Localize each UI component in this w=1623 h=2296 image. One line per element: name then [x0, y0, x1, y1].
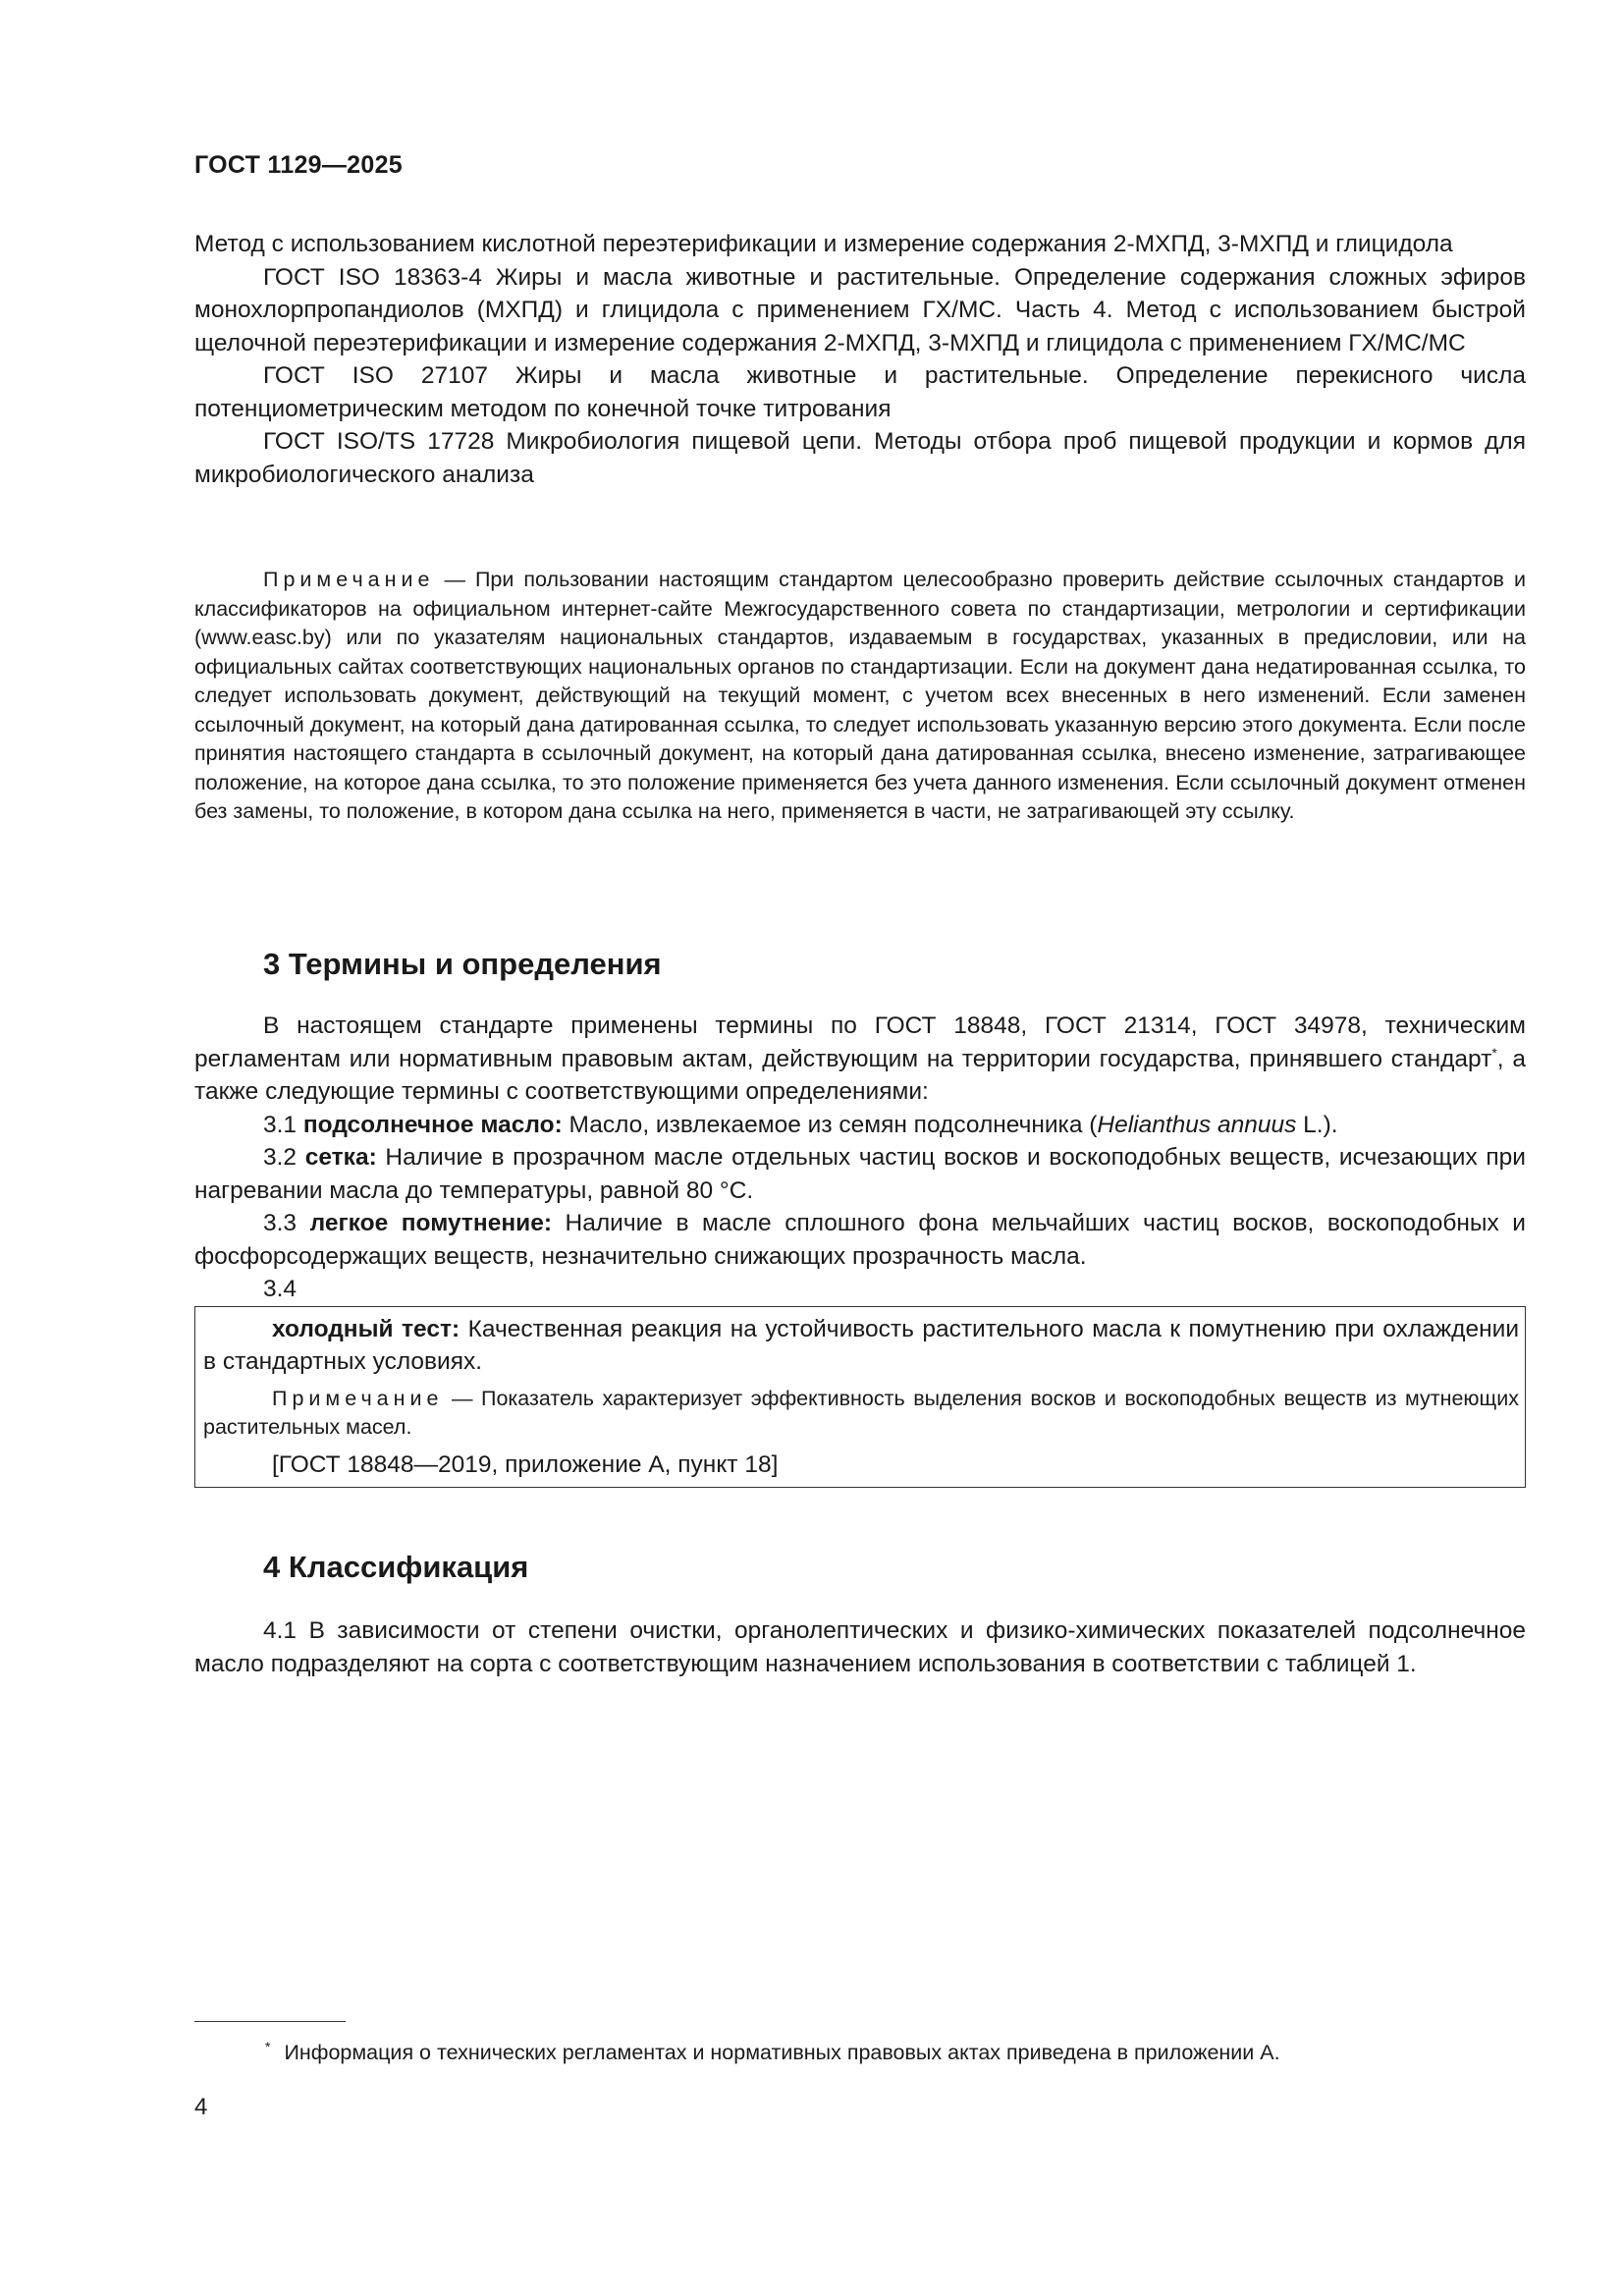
- section-4-paragraph: 4.1 В зависимости от степени очистки, органолептических и физико-химических показателей подсолнечное масло подразделяют на сорта с соответствующим назначением использования в соответствии с таблицей 1.: [194, 1617, 1526, 1677]
- term-3-4-note: [203, 1385, 1519, 1443]
- term-3-4-box: [194, 1306, 1526, 1489]
- term-name: подсолнечное масло:: [302, 1111, 563, 1138]
- note-text: — Показатель характеризует эффективность выделения восков и воскоподобных веществ из мутнеющих растительных масел.: [203, 1386, 1519, 1439]
- term-3-2: [194, 1141, 1526, 1207]
- term-number: 3.3: [263, 1210, 310, 1236]
- term-3-4-number: 3.4: [263, 1276, 298, 1302]
- term-3-1: [194, 1109, 1526, 1142]
- section-title: [194, 1550, 1526, 1585]
- term-3-4: [203, 1313, 1519, 1379]
- term-name: холодный тест:: [272, 1315, 460, 1342]
- references-list: [194, 228, 1526, 491]
- section-3-content: [194, 1010, 1526, 1488]
- footnote-divider: [194, 2021, 346, 2022]
- section-3-intro: [194, 1010, 1526, 1109]
- reference-continuation: Метод с использованием кислотной переэтерификации и измерение содержания 2-МХПД, 3-МХПД и глицидола: [194, 231, 1453, 257]
- term-3-4-source: [ГОСТ 18848—2019, приложение А, пункт 18]: [272, 1450, 779, 1478]
- intro-text: В настоящем стандарте применены термины по ГОСТ 18848, ГОСТ 21314, ГОСТ 34978, техническим регламентам или нормативным правовым актам, действующим на территории государства, принявшего стандарт: [194, 1012, 1526, 1072]
- term-definition-end: L.).: [1296, 1111, 1338, 1138]
- footnote-ref: *: [1491, 1044, 1497, 1061]
- term-definition: Наличие в масле сплошного фона мельчайших частиц восков, воскоподобных и фосфорсодержащих веществ, незначительно снижающих прозрачность масла.: [194, 1210, 1526, 1270]
- term-number: 3.2: [263, 1144, 305, 1171]
- term-definition: Наличие в прозрачном масле отдельных частиц восков и воскоподобных веществ, исчезающих при нагревании масла до температуры, равной 80 °С.: [194, 1144, 1526, 1204]
- term-3-3: [194, 1207, 1526, 1273]
- footnote-text: Информация о технических регламентах и нормативных правовых актах приведена в приложении А.: [284, 2041, 1280, 2064]
- term-definition: Масло, извлекаемое из семян подсолнечника (: [562, 1111, 1098, 1138]
- section-title: [194, 947, 1526, 982]
- term-name: сетка:: [304, 1144, 377, 1171]
- note-label: Примечание: [272, 1386, 444, 1410]
- reference-item: ГОСТ ISO 27107 Жиры и масла животные и растительные. Определение перекисного числа потенциометрическим методом по конечной точке титрования: [194, 362, 1526, 422]
- term-name: легкое помутнение:: [309, 1210, 552, 1236]
- intro-text-end: , а также следующие термины с соответствующими определениями:: [194, 1045, 1526, 1105]
- page-number: 4: [194, 2094, 208, 2120]
- note-text: — При пользовании настоящим стандартом целесообразно проверить действие ссылочных стандартов и классификаторов на официальном интернет-сайте Межгосударственного совета по стандартизации, метрологии и сертификации (www.easc.by) или по указателям национальных стандартов, издаваемым в государствах, указанных в предисловии, или на официальных сайтах соответствующих национальных органов по стандартизации. Если на документ дана недатированная ссылка, то следует использовать документ, действующий на текущий момент, с учетом всех внесенных в него изменений. Если заменен ссылочный документ, на который дана датированная ссылка, то следует использовать указанную версию этого документа. Если после принятия настоящего стандарта в ссылочный документ, на который дана датированная ссылка, внесено изменение, затрагивающее положение, на которое дана ссылка, то это положение применяется без учета данного изменения. Если ссылочный документ отменен без замены, то положение, в котором дана ссылка на него, применяется в части, не затрагивающей эту ссылку.: [194, 568, 1526, 823]
- document-header: ГОСТ 1129—2025: [194, 151, 403, 179]
- reference-item: ГОСТ ISO 18363-4 Жиры и масла животные и растительные. Определение содержания сложных эфиров монохлорпропандиолов (МХПД) и глицидола с применением ГХ/МС. Часть 4. Метод с использованием быстрой щелочной переэтерификации и измерение содержания 2-МХПД, 3-МХПД и глицидола с применением ГХ/МС/МС: [194, 263, 1526, 356]
- term-definition: Качественная реакция на устойчивость растительного масла к помутнению при охлаждении в стандартных условиях.: [203, 1315, 1520, 1375]
- note-block: [194, 566, 1526, 827]
- note-paragraph: [194, 566, 1526, 827]
- term-number: 3.1: [263, 1111, 303, 1138]
- reference-item: ГОСТ ISO/TS 17728 Микробиология пищевой цепи. Методы отбора проб пищевой продукции и кормов для микробиологического анализа: [194, 428, 1526, 488]
- footnote-mark: *: [265, 2039, 271, 2054]
- section-3-title: 3 Термины и определения: [263, 947, 662, 981]
- footnote: [265, 2038, 1280, 2069]
- latin-name: Helianthus annuus: [1097, 1111, 1297, 1138]
- section-4-title: 4 Классификация: [263, 1550, 529, 1584]
- section-4-content: [194, 1614, 1526, 1680]
- note-label: Примечание: [263, 568, 435, 591]
